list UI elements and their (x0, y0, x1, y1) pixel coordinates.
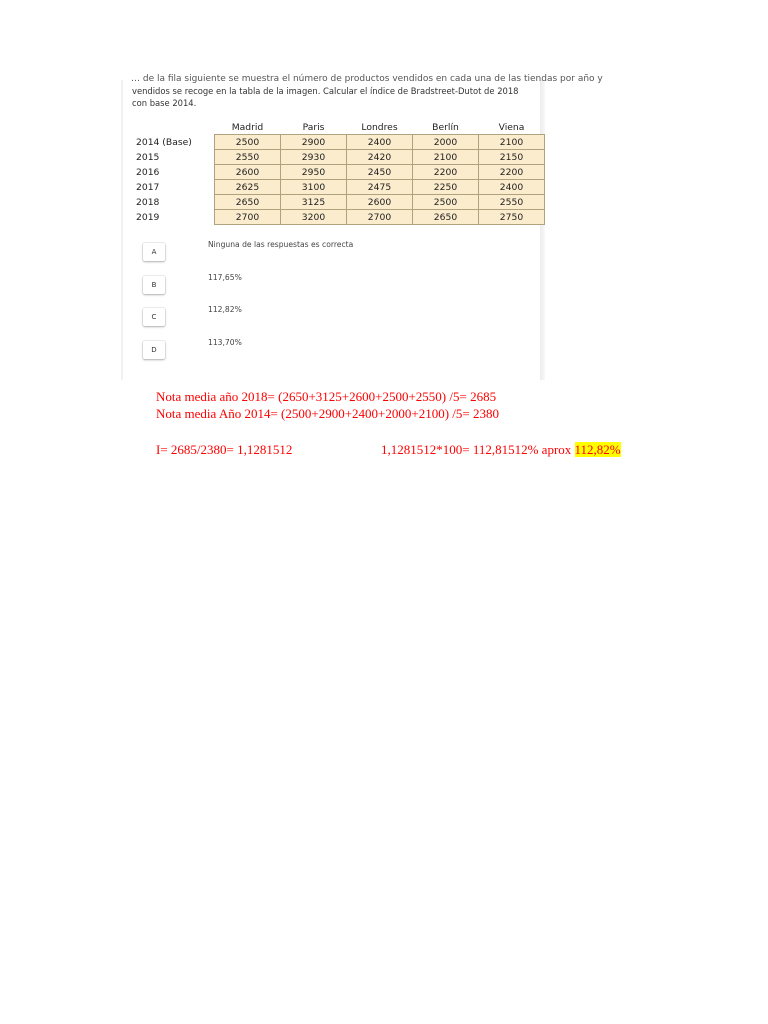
option-c (121, 305, 521, 334)
table-cell: 2000 (413, 135, 479, 150)
table-cell: 3100 (281, 180, 347, 195)
row-year: 2017 (136, 181, 160, 193)
table-cell: 2550 (479, 195, 545, 210)
highlighted-answer: 112,82% (574, 442, 621, 457)
option-c-button[interactable]: C (143, 308, 165, 326)
row-year: 2015 (136, 151, 160, 163)
column-header: Paris (302, 122, 325, 133)
note-percent-formula: 1,1281512*100= 112,81512% aprox (381, 442, 572, 457)
table-cell: 2930 (281, 150, 347, 165)
table-row (134, 180, 545, 195)
table-row (134, 165, 545, 180)
column-header: Londres (361, 122, 398, 133)
table-cell: 2750 (479, 210, 545, 225)
option-a-text: Ninguna de las respuestas es correcta (208, 240, 354, 249)
table-cell: 2400 (479, 180, 545, 195)
option-b-text: 117,65% (208, 273, 242, 282)
option-b-button[interactable]: B (143, 276, 165, 294)
table-row (134, 150, 545, 165)
table-cell: 2200 (413, 165, 479, 180)
table-cell: 2200 (479, 165, 545, 180)
row-year: 2018 (136, 196, 160, 208)
table-cell: 2500 (413, 195, 479, 210)
table-cell: 2450 (347, 165, 413, 180)
screenshot-left-edge (121, 80, 123, 380)
note-percent-line (381, 442, 621, 458)
table-row (134, 135, 545, 150)
table-cell: 2100 (479, 135, 545, 150)
table-cell: 2625 (215, 180, 281, 195)
table-cell: 2600 (215, 165, 281, 180)
note-index-formula: I= 2685/2380= 1,1281512 (156, 442, 293, 457)
row-year: 2014 (Base) (136, 136, 192, 148)
table-cell: 2420 (347, 150, 413, 165)
year-column-header (134, 121, 215, 135)
table-cell: 2500 (215, 135, 281, 150)
question-text: vendidos se recoge en la tabla de la imagen. Calcular el índice de Bradstreet-Dutot de 2018 con base 2014. (132, 86, 519, 108)
table-cell: 2100 (413, 150, 479, 165)
table-cell: 2550 (215, 150, 281, 165)
table-cell: 2475 (347, 180, 413, 195)
column-header: Madrid (231, 122, 264, 133)
table-row (134, 210, 545, 225)
table-cell: 2650 (215, 195, 281, 210)
note-average-2018: Nota media año 2018= (2650+3125+2600+2500+2550) /5= 2685 (156, 389, 497, 404)
option-d-button[interactable]: D (143, 341, 165, 359)
note-average-2014: Nota media Año 2014= (2500+2900+2400+2000+2100) /5= 2380 (156, 406, 499, 421)
table-cell: 3200 (281, 210, 347, 225)
table-cell: 2400 (347, 135, 413, 150)
table-cell: 2900 (281, 135, 347, 150)
option-b (121, 273, 521, 302)
option-c-text: 112,82% (208, 305, 242, 314)
sales-table (134, 121, 545, 225)
column-header: Berlín (432, 122, 459, 133)
option-a-button[interactable]: A (143, 243, 165, 261)
column-header: Viena (498, 122, 525, 133)
table-header-row (134, 121, 545, 135)
option-d-text: 113,70% (208, 338, 242, 347)
table-cell: 2650 (413, 210, 479, 225)
table-cell: 2250 (413, 180, 479, 195)
table-cell: 2600 (347, 195, 413, 210)
option-a (121, 240, 521, 269)
table-cell: 2700 (215, 210, 281, 225)
table-row (134, 195, 545, 210)
question-cut-line: … de la fila siguiente se muestra el número de productos vendidos en cada una de las tiendas por año y (131, 74, 603, 84)
table-cell: 2150 (479, 150, 545, 165)
row-year: 2019 (136, 211, 160, 223)
option-d (121, 338, 521, 367)
table-cell: 3125 (281, 195, 347, 210)
row-year: 2016 (136, 166, 160, 178)
table-cell: 2700 (347, 210, 413, 225)
question-screenshot (121, 74, 603, 380)
table-cell: 2950 (281, 165, 347, 180)
